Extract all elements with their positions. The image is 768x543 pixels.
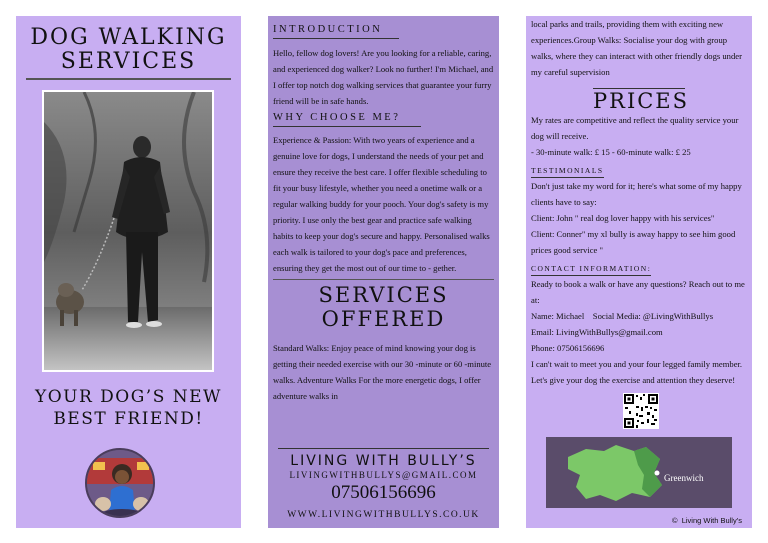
services-heading-line-1: SERVICES: [318, 283, 449, 307]
cover-title: [16, 26, 241, 74]
testimonial-2: Client: Conner" my xl bully is away happy to see him good prices good service ": [531, 229, 736, 255]
location-map[interactable]: [546, 437, 732, 508]
dog-walker-illustration: [44, 92, 214, 372]
cover-title-line-1: DOG WALKING: [30, 25, 227, 50]
prices-list: - 30-minute walk: £ 15 - 60-minute walk: £ 25: [531, 147, 691, 157]
brand-logo: [85, 448, 155, 518]
services-continued-text: local parks and trails, providing them with exciting new experiences.Group Walks: Socialise your dog with group walks, where they can interact with other friendly dogs under my careful supervision: [531, 19, 742, 77]
dog-walker-photo: [42, 90, 214, 372]
services-text: Standard Walks: Enjoy peace of mind knowing your dog is getting their needed exercise with our 30 -minute or 60 -minute walks. Adventure Walks For the more energetic dogs, I offer adventure walks in: [273, 343, 492, 401]
why-choose-me-text: Experience & Passion: With two years of experience and a genuine love for dogs, I understand the needs of your pet and ensure they receive the best care. I offer flexible scheduling to fit your busy lifestyle, whether you need a onetime walk or a regular walking buddy for your pooch. Your dog's safety is my priority. I use only the best gear and practice safe walking habits to keep your dog's secure and happy. Personalised walks each walk is tailored to your dog's pace and preferences, ensuring they get the most out of our time to - gether.: [273, 135, 490, 273]
contact-email: Email: LivingWithBullys@gmail.com: [531, 327, 663, 337]
brand-name: LIVING WITH BULLY’S: [290, 453, 477, 469]
brand-logo-illustration: [87, 450, 155, 518]
testimonials-intro: Don't just take my word for it; here's what some of my happy clients have to say:: [531, 181, 742, 207]
details-panel: [526, 16, 752, 528]
inside-panel: [268, 16, 499, 528]
introduction-heading: INTRODUCTION: [273, 23, 399, 39]
qr-code[interactable]: [623, 393, 659, 429]
footer-email: LIVINGWITHBULLYS@GMAIL.COM: [289, 470, 478, 480]
contact-phone: Phone: 07506156696: [531, 343, 605, 353]
testimonial-1: Client: John " real dog lover happy with his services": [531, 213, 715, 223]
cover-divider: [26, 78, 231, 80]
services-heading: [273, 283, 494, 331]
contact-footer: [268, 448, 499, 521]
map-label: Greenwich: [664, 473, 704, 483]
cover-panel: [16, 16, 241, 528]
contact-name-social: Name: Michael Social Media: @LivingWithBullys: [531, 311, 714, 321]
copyright-note: © Living With Bully’s: [672, 516, 742, 525]
contact-intro: Ready to book a walk or have any questions? Reach out to me at:: [531, 279, 745, 305]
cover-title-line-2: SERVICES: [60, 49, 197, 74]
section-divider: [273, 279, 494, 280]
testimonials-heading: TESTIMONIALS: [531, 165, 604, 178]
prices-text: My rates are competitive and reflect the quality service your dog will receive.: [531, 115, 739, 141]
footer-phone: 07506156696: [331, 482, 436, 503]
why-choose-me-heading: WHY CHOOSE ME?: [273, 111, 421, 127]
closing-text: I can't wait to meet you and your four legged family member. Let's give your dog the exercise and attention they deserve!: [531, 359, 743, 385]
introduction-text: Hello, fellow dog lovers! Are you looking for a reliable, caring, and experienced dog walker? Look no further! I'm Michael, and I offer top notch dog walking services that guarantee your furry friend will be in safe hands.: [273, 48, 494, 106]
greenwich-map-icon: [546, 437, 732, 508]
contact-heading: CONTACT INFORMATION:: [531, 263, 651, 276]
footer-website: WWW.LIVINGWITHBULLYS.CO.UK: [287, 510, 480, 520]
footer-divider: [278, 448, 489, 449]
cover-tagline: [16, 386, 241, 430]
services-heading-line-2: OFFERED: [321, 307, 446, 331]
cover-tagline-line-2: BEST FRIEND!: [53, 409, 204, 429]
prices-heading: PRICES: [593, 89, 690, 113]
qr-code-icon: [623, 393, 659, 429]
cover-tagline-line-1: YOUR DOG’S NEW: [34, 387, 223, 407]
